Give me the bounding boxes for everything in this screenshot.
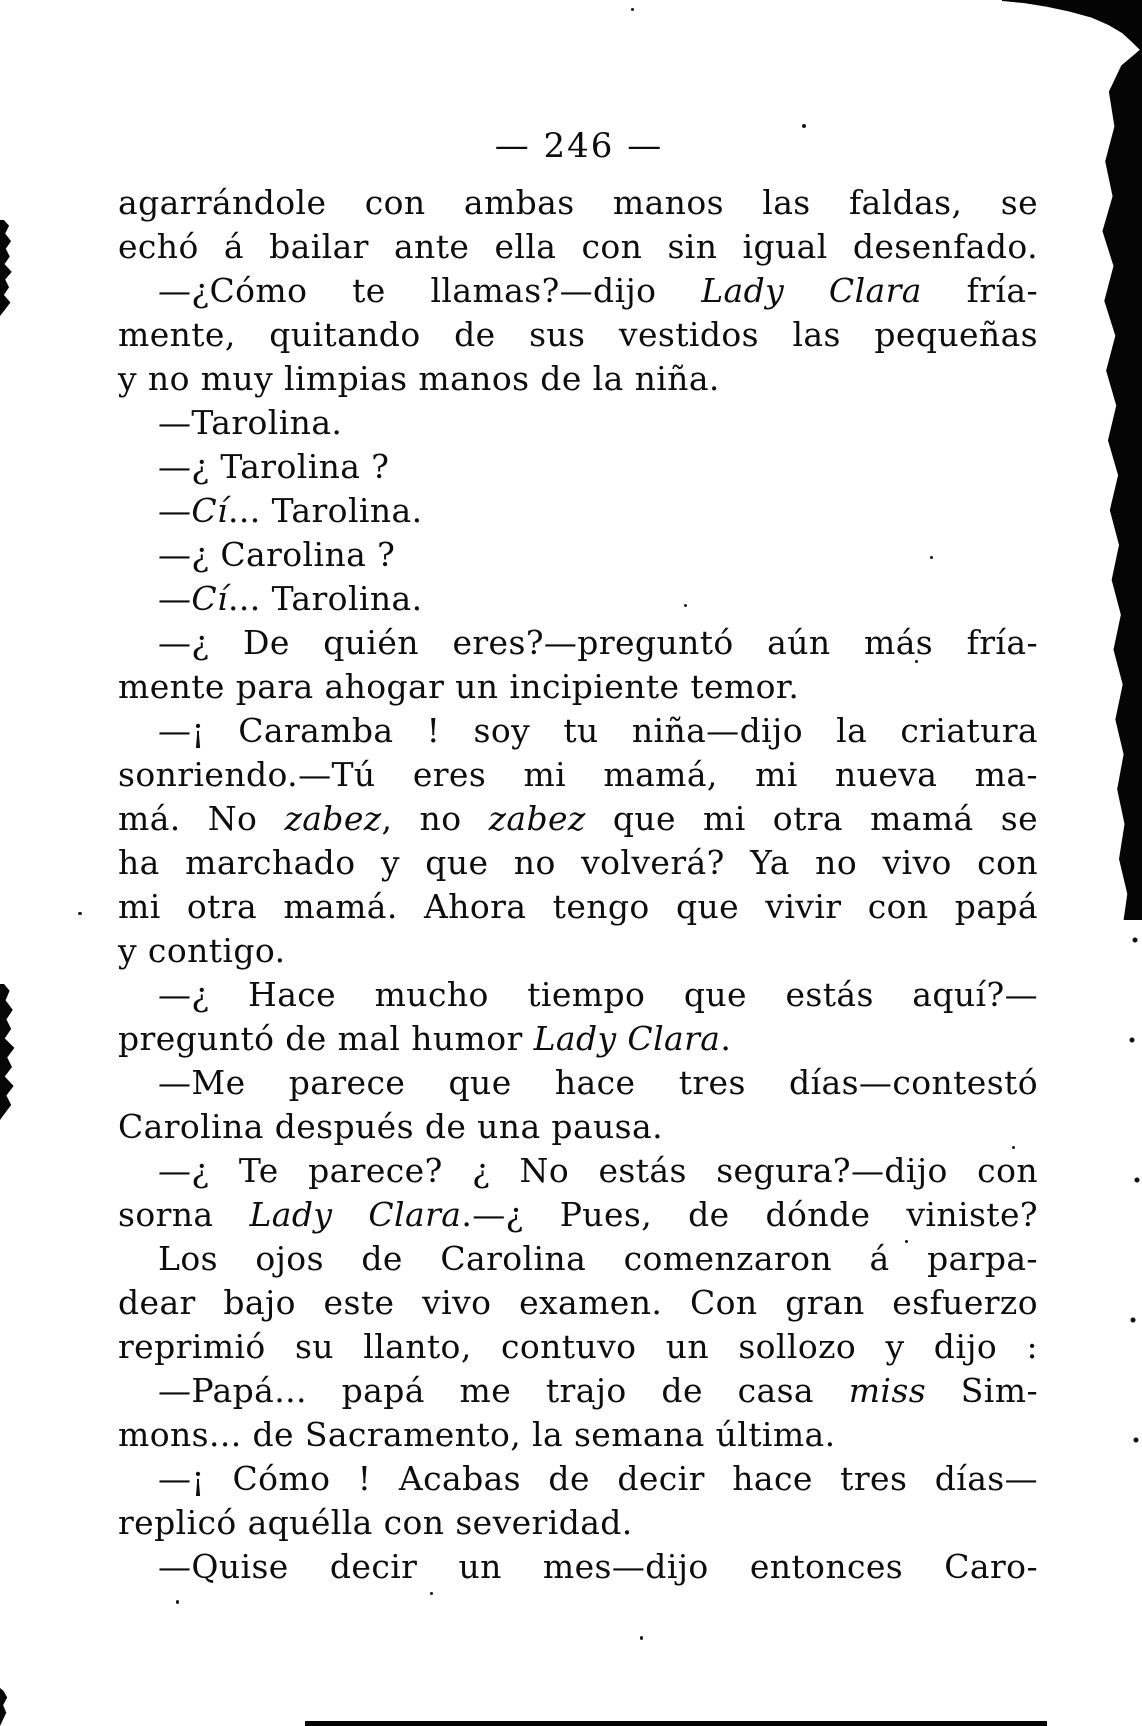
roman-text: mons... de Sacramento, la semana última.	[118, 1415, 836, 1454]
text-line	[118, 841, 1038, 885]
text-line	[118, 1237, 1038, 1281]
page-number: — 246 —	[494, 126, 664, 166]
roman-text: —	[158, 579, 192, 618]
text-line	[118, 225, 1038, 269]
roman-text: —	[158, 491, 192, 530]
text-line	[118, 1369, 1038, 1413]
scan-artifact-right-edge-specks	[1128, 920, 1142, 1480]
roman-text: .—¿ Pues, de dónde viniste?	[461, 1195, 1038, 1234]
text-line	[118, 1545, 1038, 1589]
roman-text: Los ojos de Carolina comenzaron á parpa-	[158, 1239, 1038, 1278]
text-line	[118, 357, 1038, 401]
roman-text: replicó aquélla con severidad.	[118, 1503, 633, 1542]
scan-speck	[176, 1600, 179, 1604]
roman-text: —¿ Carolina ?	[158, 535, 396, 574]
italic-text: Cí	[191, 491, 229, 530]
scan-artifact-left-edge-smudge	[0, 220, 13, 316]
text-line	[118, 1193, 1038, 1237]
roman-text: —¿ Hace mucho tiempo que estás aquí?—	[158, 975, 1038, 1014]
text-line	[118, 181, 1038, 225]
roman-text: —¡ Cómo ! Acabas de decir hace tres días—	[158, 1459, 1038, 1498]
text-line	[118, 885, 1038, 929]
roman-text: —Me parece que hace tres días—contestó	[158, 1063, 1038, 1102]
text-line	[118, 1281, 1038, 1325]
scan-artifact-left-edge-smudge	[0, 984, 16, 1120]
text-line	[118, 929, 1038, 973]
scan-artifact-bottom-bar	[305, 1721, 1047, 1726]
text-line	[118, 1501, 1038, 1545]
scan-speck	[430, 1592, 433, 1595]
text-line	[118, 269, 1038, 313]
roman-text: sorna	[118, 1195, 250, 1234]
text-line	[118, 489, 1038, 533]
roman-text: sonriendo.—Tú eres mi mamá, mi nueva ma-	[118, 755, 1038, 794]
text-line	[118, 577, 1038, 621]
italic-text: Lady Clara	[701, 271, 922, 310]
text-line	[118, 533, 1038, 577]
text-line	[118, 1105, 1038, 1149]
italic-text: Lady Clara	[249, 1195, 462, 1234]
roman-text: ... Tarolina.	[228, 491, 423, 530]
italic-text: zabez	[488, 799, 586, 838]
text-line	[118, 709, 1038, 753]
roman-text: y no muy limpias manos de la niña.	[118, 359, 720, 398]
scan-artifact-bottom-left-corner	[0, 1688, 9, 1726]
italic-text: Cí	[191, 579, 229, 618]
roman-text: echó á bailar ante ella con sin igual desenfado.	[118, 227, 1038, 266]
scan-speck	[78, 912, 82, 915]
text-line	[118, 1149, 1038, 1193]
text-line	[118, 665, 1038, 709]
italic-text: miss	[848, 1371, 927, 1410]
roman-text: que mi otra mamá se	[585, 799, 1039, 838]
roman-text: , no	[381, 799, 489, 838]
body-text	[118, 181, 1038, 1589]
text-line	[118, 1413, 1038, 1457]
text-line	[118, 445, 1038, 489]
text-line	[118, 1457, 1038, 1501]
roman-text: agarrándole con ambas manos las faldas, se	[118, 183, 1038, 222]
roman-text: .	[720, 1019, 732, 1058]
scan-artifact-top-right-corner	[1002, 0, 1142, 52]
roman-text: mi otra mamá. Ahora tengo que vivir con papá	[118, 887, 1038, 926]
roman-text: —Papá... papá me trajo de casa	[158, 1371, 849, 1410]
roman-text: —¿ Tarolina ?	[158, 447, 390, 486]
scan-artifact-right-edge-band	[1096, 48, 1142, 920]
roman-text: Carolina después de una pausa.	[118, 1107, 663, 1146]
text-line	[118, 797, 1038, 841]
italic-text: Lady Clara	[533, 1019, 721, 1058]
scan-speck	[631, 8, 634, 11]
text-line	[118, 1017, 1038, 1061]
roman-text: fría-	[921, 271, 1038, 310]
italic-text: zabez	[284, 799, 382, 838]
roman-text: má. No	[118, 799, 285, 838]
roman-text: —¿ De quién eres?—preguntó aún más fría-	[158, 623, 1038, 662]
roman-text: —¿Cómo te llamas?—dijo	[158, 271, 702, 310]
text-line	[118, 313, 1038, 357]
roman-text: preguntó de mal humor	[118, 1019, 534, 1058]
roman-text: Sim-	[926, 1371, 1039, 1410]
roman-text: —¿ Te parece? ¿ No estás segura?—dijo con	[158, 1151, 1038, 1190]
roman-text: —Quise decir un mes—dijo entonces Caro-	[158, 1547, 1038, 1586]
text-line	[118, 1061, 1038, 1105]
scan-speck	[640, 1636, 643, 1640]
text-line	[118, 1325, 1038, 1369]
text-line	[118, 753, 1038, 797]
text-line	[118, 973, 1038, 1017]
text-line	[118, 401, 1038, 445]
roman-text: mente, quitando de sus vestidos las pequeñas	[118, 315, 1038, 354]
roman-text: y contigo.	[118, 931, 286, 970]
roman-text: ha marchado y que no volverá? Ya no vivo con	[118, 843, 1038, 882]
roman-text: ... Tarolina.	[228, 579, 423, 618]
roman-text: dear bajo este vivo examen. Con gran esfuerzo	[118, 1283, 1038, 1322]
roman-text: reprimió su llanto, contuvo un sollozo y dijo :	[118, 1327, 1038, 1366]
text-line	[118, 621, 1038, 665]
roman-text: —¡ Caramba ! soy tu niña—dijo la criatura	[158, 711, 1038, 750]
roman-text: —Tarolina.	[158, 403, 343, 442]
roman-text: mente para ahogar un incipiente temor.	[118, 667, 800, 706]
